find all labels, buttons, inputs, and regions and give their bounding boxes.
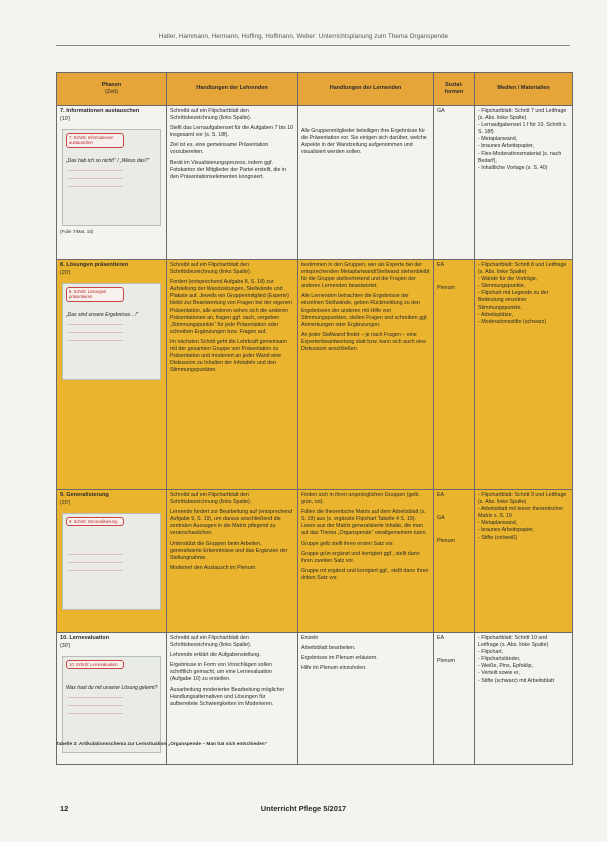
- media-text: Inhaltliche Vorlage (s. S. 40): [481, 164, 548, 171]
- teacher-paragraph: Moderiert den Austausch im Plenum.: [170, 564, 257, 571]
- learner-paragraph: Ergebnisse im Plenum erläutern.: [301, 655, 378, 662]
- media-text: Lernaufgabenset 1 f für 10. Schritt s. S. 18f): [478, 122, 567, 136]
- learner-paragraph: Gruppe grün ergänzt und korrigiert ggf., stellt dann ihren zweiten Satz vor.: [301, 550, 420, 564]
- media-text: Moderationsstifte (schwarz): [481, 318, 547, 325]
- media-text: Flipchartständer,: [481, 656, 521, 663]
- media-item: - Verteilt sowie er,: [478, 670, 520, 677]
- learner-paragraph: Füllen die theoretische Matrix auf dem Arbeitsblatt (s. S. 19) aus (s. ergänzte Flipchart Tabelle 4 S. 19). Lesen aus der Matrix generalisierte Inhalte, die man auf das Thema „Organspende“ verallgemeinern kann.: [301, 509, 427, 537]
- media-list: [478, 492, 569, 542]
- learner-paragraph: Hilfe im Plenum einzuholen.: [301, 665, 367, 672]
- table-row: [57, 490, 573, 633]
- social-form: Plenum: [437, 285, 455, 292]
- media-item: - Stifte (rot/weiß): [478, 534, 518, 541]
- scribble-line: [68, 562, 123, 563]
- flipchart-handwriting: „Das hab ich so nicht!“ / „Wieso das?“: [66, 157, 150, 164]
- media-text: Stifte (schwarz) mit Arbeitsblatt: [481, 677, 554, 684]
- media-item: - braunes Arbeitspapier,: [478, 143, 534, 150]
- teacher-paragraph: Ziel ist es, eine gemeinsame Präsentation vorzubereiten.: [170, 142, 269, 156]
- social-form: GA: [437, 108, 445, 114]
- flipchart-photo: [62, 513, 161, 610]
- teacher-paragraph: Lehrende erklärt die Aufgabenstellung.: [170, 652, 261, 659]
- media-cell: [475, 633, 573, 765]
- media-item: - Flipchartblatt: Schritt 7 und Leitfrage (s. Abs. linke Spalte): [478, 108, 567, 122]
- media-text: Stifte (rot/weiß): [481, 534, 518, 541]
- page-number: 12: [60, 804, 69, 813]
- scribble-line: [68, 178, 123, 179]
- media-item: - Flex-Moderationsmaterial (s. nach Bedarf),: [478, 150, 562, 164]
- media-text: Metaplanwand,: [481, 136, 518, 143]
- col-header-learner: Handlungen der Lernenden: [298, 73, 434, 106]
- phase-cell: [57, 106, 167, 260]
- social-form: EA: [437, 635, 445, 641]
- magazine-name: Unterricht Pflege 5/2017: [260, 804, 347, 813]
- articulation-table: [56, 72, 573, 765]
- scribble-line: [68, 554, 123, 555]
- teacher-paragraph: Fordert (entsprechend Aufgabe 8, S. 18) zur Aufstellung der Wandzeitungen, Stellwände und Plakate auf. Jeweils ein Gruppenmitglied (Experte) bleibt zur Beantwortung von Fragen bei der eigenen Präsentation, alle anderen sehen sich die anderen Präsentationen an, fragen ggf. nach, vergeben „Stimmungspunkte“ für jede Präsentation oder schreiben Ergänzungen bzw. Fragen auf.: [170, 279, 292, 335]
- flipchart-photo: [62, 283, 161, 380]
- media-item: - Lernaufgabenset 1 f für 10. Schritt s. S. 18f): [478, 122, 567, 136]
- media-item: - Flipchart mit Legende zu der Bedeutung einzelner Stimmungspunkte,: [478, 290, 549, 311]
- table-header-row: [57, 73, 573, 106]
- teacher-paragraph: Schreibt auf ein Flipchartblatt den Schrittsbezeichnung (links Spalte).: [170, 635, 252, 649]
- media-list: [478, 262, 569, 326]
- media-item: - Weiße, Pins, Epfoklip,: [478, 663, 533, 670]
- media-item: - Moderationsstifte (schwarz): [478, 318, 547, 325]
- social-cell: [434, 260, 475, 490]
- phase-time: (10'): [60, 116, 71, 123]
- teacher-paragraph: Schreibt auf ein Flipchartblatt den Schrittsbezeichnung (links Spalte).: [170, 262, 252, 276]
- social-form: EA: [437, 262, 445, 268]
- col-header-social: Sozial-formen: [434, 73, 475, 106]
- flipchart-photo: [62, 656, 161, 753]
- phase-title: 7. Informationen austauschen: [60, 108, 140, 114]
- media-text: Flipchart,: [481, 649, 504, 656]
- learner-paragraph: Finden sich in ihren ursprünglichen Gruppen (gelb, grün, rot).: [301, 492, 420, 506]
- scribble-line: [68, 570, 123, 571]
- teacher-paragraph: Schreibt auf ein Flipchartblatt den Schrittsbezeichnung (links Spalte).: [170, 492, 252, 506]
- media-text: Verteilt sowie er,: [481, 670, 520, 677]
- scribble-line: [68, 186, 123, 187]
- media-cell: [475, 490, 573, 633]
- media-item: - Metaplanwand,: [478, 520, 518, 527]
- media-text: Arbeitsblatt mit leerer theoretischer Matrix s. S. 19: [478, 506, 564, 520]
- table-caption: Tabelle 3: Artikulationsschema zur Lernsituation „Organspende – Man hat sich entschieden“: [56, 742, 268, 747]
- media-text: Flipchartblatt: Schritt 10 und Leitfrage (s. Abs. linke Spalte): [478, 635, 549, 649]
- media-text: Flipchartblatt: Schritt 8 und Leitfrage (s. Abs. linke Spalte): [478, 262, 567, 276]
- media-item: - Flipchart,: [478, 649, 504, 656]
- media-item: - Flipchartständer,: [478, 656, 521, 663]
- col-header-teacher: Handlungen der Lehrenden: [167, 73, 298, 106]
- media-cell: [475, 106, 573, 260]
- learner-paragraph: Gruppe gelb stellt ihren ersten Satz vor.: [301, 540, 395, 547]
- media-item: - Arbeitsblatt mit leerer theoretischer Matrix s. S. 19: [478, 506, 564, 520]
- header-rule: [56, 45, 570, 46]
- media-text: Flex-Moderationsmaterial (s. nach Bedarf),: [478, 150, 562, 164]
- col-header-media: Medien / Materialien: [475, 73, 573, 106]
- flipchart-caption: 9. Schritt: Generalisierung: [66, 517, 124, 527]
- teacher-paragraph: Unterstützt die Gruppen beim Arbeiten, generalisierte Erkenntnisse und das Ergänzen der Stellungnahme.: [170, 540, 288, 561]
- media-text: Metaplanwand,: [481, 520, 518, 527]
- learner-paragraph: An jeder Stellwand findet – je nach Fragen – eine Expertenbeantwortung statt bzw. kann sich auch eine Diskussion anschließen.: [301, 331, 427, 353]
- table-row: [57, 260, 573, 490]
- photo-caption: (Folie 7/Mat. 15): [60, 228, 94, 234]
- learner-paragraph: Gruppe rot ergänzt und korrigiert ggf., stellt dann ihren dritten Satz vor.: [301, 567, 429, 581]
- teacher-cell: [167, 260, 298, 490]
- flipchart-handwriting: Was hast du mit unserer Lösung gelernt?: [66, 684, 158, 691]
- learner-paragraph: Arbeitsblatt bearbeiten.: [301, 645, 356, 652]
- media-item: - Flipchartblatt: Schritt 8 und Leitfrage (s. Abs. linke Spalte): [478, 262, 567, 276]
- media-item: - Arbeitsplätze,: [478, 311, 514, 318]
- media-list: [478, 635, 569, 685]
- media-cell: [475, 260, 573, 490]
- teacher-paragraph: Im nächsten Schritt geht die Lehrkraft gemeinsam mit der gesamten Gruppe von Präsentation zu Präsentation und moderiert an jeder Wand eine Diskussion zu Inhalten der Infotafeln und den Stimmungspunkten.: [170, 338, 287, 374]
- social-form: GA: [437, 515, 445, 522]
- flipchart-photo: [62, 129, 161, 226]
- scribble-line: [68, 324, 123, 325]
- media-text: braunes Arbeitspapier,: [481, 527, 534, 534]
- scribble-line: [68, 170, 123, 171]
- phase-title: 9. Generalisierung: [60, 492, 109, 498]
- phase-title: 8. Lösungen präsentieren: [60, 262, 129, 268]
- social-form: Plenum: [437, 658, 455, 665]
- scribble-line: [68, 697, 123, 698]
- phase-time: (20'): [60, 500, 71, 507]
- media-text: Flipchartblatt: Schritt 9 und Leitfrage (s. Abs. linke Spalte): [478, 492, 567, 506]
- social-cell: [434, 633, 475, 765]
- teacher-paragraph: Berät im Visualisierungsprozess, indem ggf. Fotokarton der Mitglieder der Partei erstellt, die in den Präsentationselementen kongruiert.: [170, 159, 286, 180]
- scribble-line: [68, 705, 123, 706]
- social-form: EA: [437, 492, 445, 498]
- teacher-paragraph: Ergebnisse in Form von Vorschlägen sollen schriftlich gemacht, um eine Lernevaluation (Aufgabe 10) zu erstellen.: [170, 662, 272, 683]
- phase-cell: [57, 260, 167, 490]
- running-header: Haller, Hammann, Hermann, Hoffing, Hoffmann, Weber: Unterrichtsplanung zum Thema Organspende: [158, 33, 449, 40]
- learner-paragraph: Einzeln: [301, 635, 319, 641]
- flipchart-handwriting: „Das sind unsere Ergebnisse…!“: [66, 311, 139, 318]
- media-item: - Wände für die Vorträge,: [478, 276, 538, 283]
- scribble-line: [68, 713, 123, 714]
- media-item: - Inhaltliche Vorlage (s. S. 40): [478, 164, 548, 171]
- learner-paragraph: bestimmen in den Gruppen, wer als Experte bei der entsprechenden Metaplanwand/Stellwand stehenbleibt für die Gruppe stellvertretend und die Fragen der anderen Lernenden beantwortet.: [301, 262, 430, 290]
- phase-time: (30'): [60, 643, 71, 650]
- media-item: - braunes Arbeitspapier,: [478, 527, 534, 534]
- media-item: - Flipchartblatt: Schritt 10 und Leitfrage (s. Abs. linke Spalte): [478, 635, 549, 649]
- teacher-paragraph: Lernende fordert zur Bearbeitung auf (entsprechend Aufgabe 9, S. 19), um daraus anschließend die zentralen Aussagen in die Matrix pflegend zu veranschaulichen.: [170, 509, 293, 537]
- teacher-paragraph: Stellt das Lernaufgabenset für die Aufgaben 7 bis 10 insgesamt vor (s. S. 18f).: [170, 125, 294, 139]
- media-item: - Flipchartblatt: Schritt 9 und Leitfrage (s. Abs. linke Spalte): [478, 492, 567, 506]
- media-text: braunes Arbeitspapier,: [481, 143, 534, 150]
- media-item: - Stifte (schwarz) mit Arbeitsblatt: [478, 677, 554, 684]
- social-cell: [434, 106, 475, 260]
- flipchart-caption: 8. Schritt: Lösungen präsentieren: [66, 287, 124, 302]
- teacher-cell: [167, 490, 298, 633]
- media-item: - Metaplanwand,: [478, 136, 518, 143]
- media-text: Arbeitsplätze,: [480, 311, 514, 318]
- learner-cell: [298, 106, 434, 260]
- media-text: Weiße, Pins, Epfoklip,: [481, 663, 533, 670]
- flipchart-caption: 7. Schritt: Informationen austauschen: [66, 133, 124, 148]
- media-text: Flipchartblatt: Schritt 7 und Leitfrage (s. Abs. linke Spalte): [478, 108, 567, 122]
- media-text: Wände für die Vorträge,: [481, 276, 538, 283]
- scribble-line: [68, 332, 123, 333]
- flipchart-caption: 10. Schritt: Lernevaluation: [66, 660, 124, 670]
- teacher-cell: [167, 106, 298, 260]
- phase-title: 10. Lernevaluation: [60, 635, 110, 641]
- scribble-line: [68, 340, 123, 341]
- learner-cell: [298, 633, 434, 765]
- learner-cell: [298, 490, 434, 633]
- media-text: Flipchart mit Legende zu der Bedeutung einzelner Stimmungspunkte,: [478, 290, 549, 311]
- social-cell: [434, 490, 475, 633]
- teacher-paragraph: Ausarbeitung moderierter Bearbeitung möglicher Handlungsalternativen und Lösungen für aufbereitete Schwierigkeiten im Moderieren.: [170, 686, 285, 707]
- col-header-phases: Phasen (Zeit): [57, 73, 167, 106]
- media-item: - Stimmungspunkte,: [478, 283, 526, 290]
- learner-paragraph: Alle Gruppenmitglieder beteiligen ihre Ergebnisse für die Präsentation vor. Sie einigen sich darüber, welche Aspekte in der Wandzeitung aufgenommen und visualisiert werden sollen.: [301, 128, 427, 156]
- media-list: [478, 108, 569, 172]
- learner-cell: [298, 260, 434, 490]
- social-form: Plenum: [437, 538, 455, 545]
- media-text: Stimmungspunkte,: [481, 283, 526, 290]
- teacher-paragraph: Schreibt auf ein Flipchartblatt den Schrittsbezeichnung (links Spalte).: [170, 108, 252, 122]
- table-row: [57, 106, 573, 260]
- phase-cell: [57, 490, 167, 633]
- learner-paragraph: Alle Lernenden betrachten die Ergebnisse der einzelnen Stellwände, geben Rückmeldung zu den Ergebnissen der anderen mit Hilfe von Stimmungspunkten, stellen Fragen und schreiben ggf. Anmerkungen oder Ergänzungen.: [301, 293, 428, 328]
- phase-time: (20'): [60, 270, 71, 277]
